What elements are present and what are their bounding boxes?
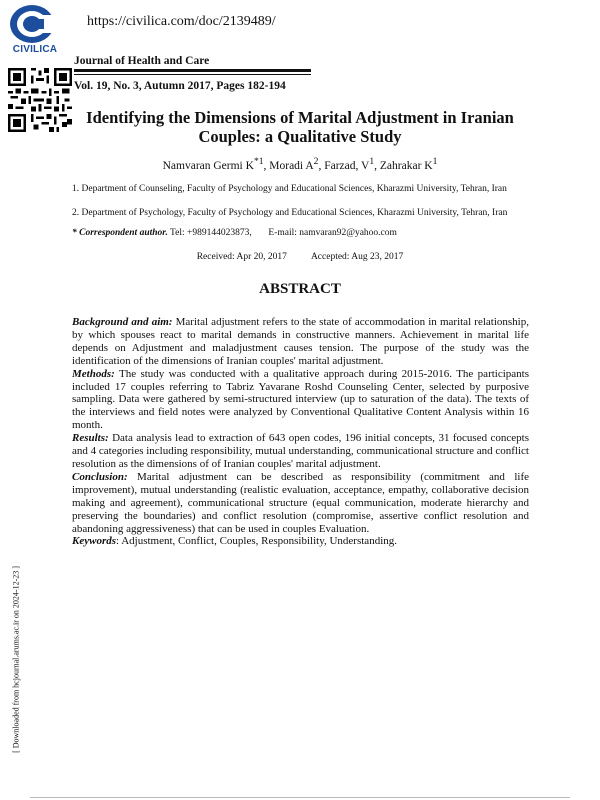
abstract-body <box>72 316 529 548</box>
correspondent-line <box>72 228 397 238</box>
correspondent-label: * Correspondent author. <box>72 228 168 238</box>
conclusion-paragraph <box>72 471 529 536</box>
background-text: Marital adjustment refers to the state of accommodation in marital relationship, by which spouses react to marital demands in constructive manners. Achievement in marital life depends on Adjustment and maladjustment causes tension. The purpose of the study was the identification of the dimensions of Iranian couples' marital adjustment. <box>72 316 529 367</box>
author-4-sup: 1 <box>432 156 438 167</box>
results-paragraph <box>72 432 529 471</box>
header-rule-thick <box>74 69 311 72</box>
results-label: Results: <box>72 432 109 445</box>
logo-text: CIVILICA <box>12 44 58 55</box>
results-text: Data analysis lead to extraction of 643 open codes, 196 initial concepts, 31 focused concepts and 4 categories including responsibility, mutual understanding, communicational structure and conflict resolution as the dimensions of of Iranian couples' marital adjustment. <box>72 432 529 470</box>
journal-name: Journal of Health and Care <box>74 55 210 67</box>
received-date: Received: Apr 20, 2017 <box>196 252 287 262</box>
author-2: , Moradi A <box>263 159 314 172</box>
download-sidebar: [ Downloaded from hcjournal.arums.ac.ir on 2024-12-23 ] <box>11 566 21 753</box>
footer-rule <box>30 797 570 798</box>
author-2-sup: 2 <box>313 156 319 167</box>
paper-title: Identifying the Dimensions of Marital Adjustment in Iranian Couples: a Qualitative Study <box>86 108 514 146</box>
keywords-label: Keywords <box>72 535 116 548</box>
affiliation-2: 2. Department of Psychology, Faculty of Psychology and Educational Sciences, Kharazmi University, Tehran, Iran <box>72 208 508 218</box>
author-1: Namvaran Germi K <box>162 159 254 172</box>
author-3: , Farzad, V <box>318 159 370 172</box>
document-url[interactable]: https://civilica.com/doc/2139489/ <box>87 14 276 29</box>
methods-paragraph <box>72 368 529 433</box>
methods-text: The study was conducted with a qualitative approach during 2015-2016. The participants included 17 couples referring to Tabriz Yavarane Roshd Counseling Center, selected by purposive sampling. Data were gathered by semi-structured interview (up to saturation of the data). The texts of the interviews and field notes were analyzed by Conventional Qualitative Content Analysis within 16 month. <box>72 367 529 432</box>
civilica-c-icon <box>8 4 56 44</box>
authors-line <box>60 156 540 172</box>
author-1-sup: *1 <box>253 156 264 167</box>
civilica-logo[interactable] <box>6 4 58 58</box>
accepted-date: Accepted: Aug 23, 2017 <box>310 252 404 262</box>
methods-label: Methods: <box>72 367 115 380</box>
abstract-heading: ABSTRACT <box>259 281 341 297</box>
affiliation-1: 1. Department of Counseling, Faculty of Psychology and Educational Sciences, Kharazmi University, Tehran, Iran <box>72 184 507 194</box>
background-paragraph <box>72 316 529 368</box>
conclusion-label: Conclusion: <box>72 470 128 483</box>
correspondent-contact: Tel: +989144023873, E-mail: namvaran92@yahoo.com <box>167 228 397 238</box>
keywords-paragraph <box>72 535 529 548</box>
background-label: Background and aim: <box>72 316 173 328</box>
conclusion-text: Marital adjustment can be described as responsibility (commitment and life improvement), mutual understanding (realistic evaluation, acceptance, empathy, collaborative decision making and agreement), communicational structure (equal communication, moderate hierarchy and preserving the boundaries) and conflict resolution (compromise, assertive conflict resolution and abandoning aggressiveness) that can be used in couples Evaluation. <box>72 470 529 535</box>
author-3-sup: 1 <box>369 156 375 167</box>
dates-line <box>60 252 540 262</box>
keywords-text: : Adjustment, Conflict, Couples, Responsibility, Understanding. <box>116 535 397 548</box>
header-rule-thin <box>74 74 311 75</box>
volume-info: Vol. 19, No. 3, Autumn 2017, Pages 182-194 <box>74 80 286 92</box>
author-4: , Zahrakar K <box>374 159 433 172</box>
